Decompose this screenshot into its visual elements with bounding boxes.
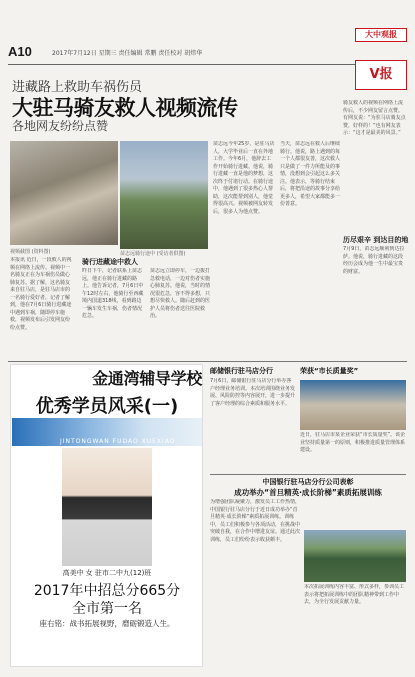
headline: 大驻马骑友救人视频流传 xyxy=(12,96,238,120)
section-badge: V报 xyxy=(355,60,407,90)
section-subhead: 骑行进藏途中救人 xyxy=(82,258,138,266)
ad-title: 金通湾辅导学校 xyxy=(92,369,202,388)
article-column: 本报讯 近日，一段救人的视频在网络上流传。视频中一名骑友正在为车祸伤员做心肺复苏。据了解，这名骑友来自驻马店，是驻马店市的一名骑行爱好者。记者了解到，他在7月6日骑行进藏途中遇到车祸，随即停车施救，视频发布后引发网友纷纷点赞。 xyxy=(10,257,72,331)
subhead: 各地网友纷纷点赞 xyxy=(12,119,109,133)
article-column: 近日，驻马店市某企业荣获“市长质量奖”。该企业坚持质量第一的原则，积极推进质量管理体系建设。 xyxy=(300,432,406,453)
student-name: 高美中 女 驻市二中九(12)班 xyxy=(62,569,152,577)
article-column: 苗志远立即停车，一边拨打急救电话，一边对伤者实施心肺复苏。他说，当时的情况很危急，容不得多想，只想尽快救人。随后赶到的医护人员将伤者送往医院救治。 xyxy=(150,268,210,319)
photo-caption: 视频截图 (资料图) xyxy=(10,249,51,255)
training-photo xyxy=(304,530,406,582)
kicker: 进藏路上救助车祸伤员 xyxy=(12,80,143,95)
news-title: 成功举办“首旦精英·成长阶梯”素质拓展训练 xyxy=(234,488,382,497)
news-title: 中国银行驻马店分行公司表彰 xyxy=(262,478,354,486)
rescue-photo xyxy=(10,141,118,245)
section-divider xyxy=(8,361,407,362)
news-title: 邮储银行驻马店分行 xyxy=(210,367,273,375)
award-photo xyxy=(300,380,406,430)
page-number: A10 xyxy=(8,44,32,59)
banner-text: JINTONGWAN FUDAO XUEXIAO xyxy=(60,438,176,445)
article-column: 为增强团队凝聚力，激发员工工作热情，中国银行驻马店分行于近日成功举办“首旦精英·成长阶梯”素质拓展训练。训练中，员工们积极参与各项活动，在挑战中突破自我，在合作中增进友谊。通过此次训练，员工们纷纷表示收获颇丰。 xyxy=(210,499,301,543)
news-title: 荣获“市长质量奖” xyxy=(300,367,359,375)
article-column: 本次拓展训练内容丰富、形式多样，参训员工表示将把拓展训练中的团队精神带到工作中去，为全行发展贡献力量。 xyxy=(304,584,405,605)
article-column: 当天，苗志远在救人后继续骑行。他说，路上遇到的每一个人都很友善，这次救人只是做了一件力所能及的事情，没想到会引起这么多关注。他表示，等骑行结束后，将把沿途的故事分享给更多人，希望大家都能多一份善意。 xyxy=(280,141,340,207)
cyclist-photo xyxy=(120,141,208,249)
exam-rank: 全市第一名 xyxy=(72,601,142,617)
article-column: 苗志远今年25岁，是驻马店人，大学毕业后一直在外地工作。今年6月，他辞去工作开始骑行进藏。他说，骑行进藏一直是他的梦想，这次终于付诸行动。在骑行途中，他遇到了很多热心人帮助，这次能帮到别人，他觉得很高兴。视频被网友转发后，很多人为他点赞。 xyxy=(213,141,275,215)
article-column: 骑友救人的视频在网络上流传后，不少网友留言点赞。有网友说：“为驻马店骑友点赞，好样的！”也有网友表示：“这才是最美的风景。” xyxy=(343,100,406,136)
student-photo xyxy=(62,448,152,566)
article-column: 7月9日，苗志远顺利到达拉萨。他说，骑行进藏的这段经历会成为他一生中最宝贵的财富。 xyxy=(343,246,405,275)
ad-subtitle: 优秀学员风采(一) xyxy=(35,396,179,417)
article-column: 昨日下午，记者联系上苗志远，他正在骑行进藏的路上。他告诉记者，7月6日中午12时左右，他骑行至西藏境内国道318线，看到路边一辆车发生车祸，伤者情况危急。 xyxy=(82,268,144,319)
student-motto: 座右铭：战书拓展视野，磨砺锻造人生。 xyxy=(39,619,175,628)
article-column: 7月6日，邮储银行驻马店分行举办客户经理业务培训。本次培训围绕业务发展、风险防控等内容展开，进一步提升了客户经理的综合素质和服务水平。 xyxy=(210,378,296,407)
photo-caption: 苗志远骑行途中 (受访者供图) xyxy=(120,251,186,257)
newspaper-logo: 大中观报 xyxy=(355,28,407,42)
section-subhead: 历尽艰辛 到达目的地 xyxy=(343,236,409,244)
exam-score: 2017年中招总分665分 xyxy=(33,583,181,599)
header-rule xyxy=(8,64,407,65)
header-info: 2017年7月12日 星期三 责任编辑 常鹏 责任校对 胡炜华 xyxy=(52,50,203,57)
